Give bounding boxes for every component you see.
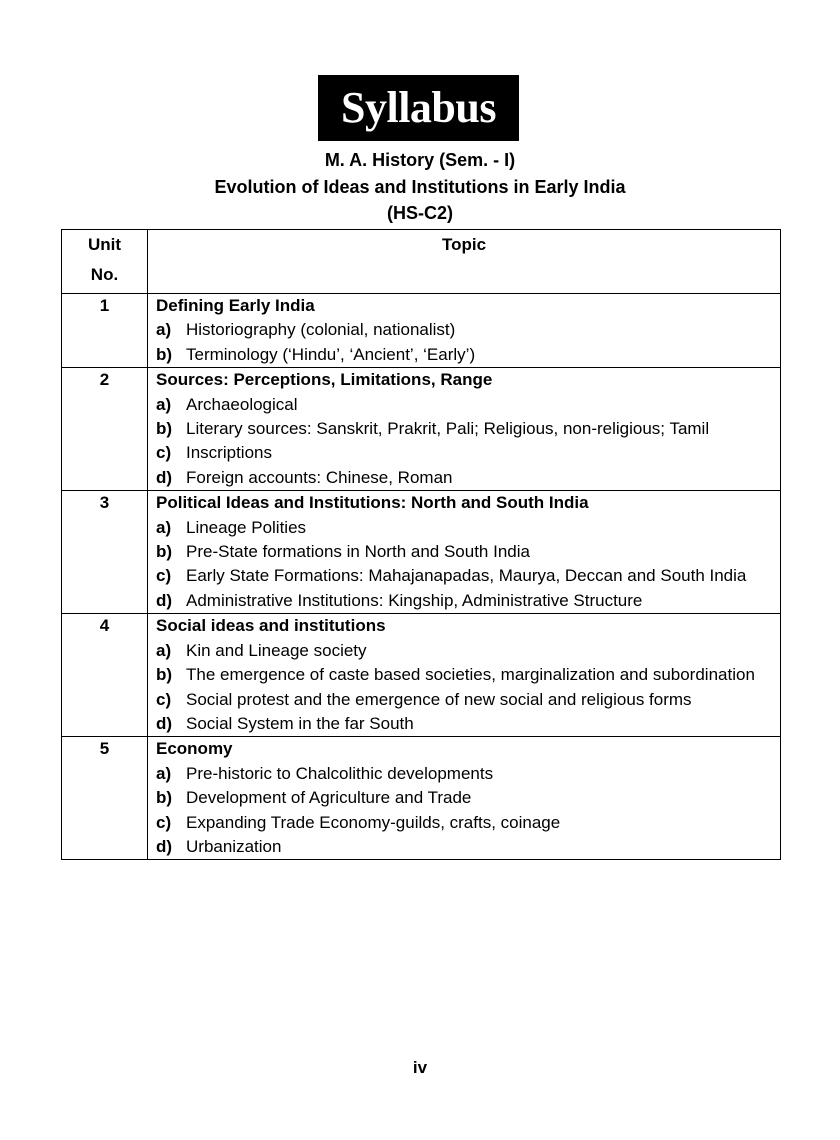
item-text: Pre-State formations in North and South India [186, 542, 530, 562]
topic-item [156, 639, 772, 663]
paper-code: (HS-C2) [387, 203, 453, 223]
item-label: d) [156, 467, 173, 487]
item-label: c) [156, 566, 172, 586]
item-label: d) [156, 836, 173, 856]
topic-header: Topic [148, 230, 781, 294]
table-row [62, 294, 781, 368]
table-header-row [62, 230, 781, 294]
unit-heading: Political Ideas and Institutions: North and South India [156, 493, 589, 513]
item-label: c) [156, 443, 172, 463]
course-title: M. A. History (Sem. - I) [324, 150, 516, 170]
item-text: Inscriptions [186, 443, 272, 463]
topic-item [156, 441, 772, 465]
item-text: Archaeological [186, 394, 298, 414]
topic-item [156, 786, 772, 810]
table-row [62, 368, 781, 491]
item-label: b) [156, 419, 173, 439]
item-text: Literary sources: Sanskrit, Prakrit, Pali; Religious, non-religious; Tamil [186, 419, 710, 439]
item-text: Historiography (colonial, nationalist) [186, 320, 456, 340]
unit-header-line2: No. [90, 265, 119, 284]
item-text: Expanding Trade Economy-guilds, crafts, coinage [186, 812, 561, 832]
topic-item [156, 318, 772, 342]
topic-item [156, 417, 772, 441]
table-row [62, 737, 781, 860]
item-label: b) [156, 788, 173, 808]
item-label: a) [156, 640, 172, 660]
item-label: a) [156, 320, 172, 340]
unit-number: 3 [62, 491, 148, 614]
item-text: Social System in the far South [186, 713, 414, 733]
item-text: Early State Formations: Mahajanapadas, Maurya, Deccan and South India [186, 566, 747, 586]
unit-topic [148, 294, 781, 368]
unit-heading: Sources: Perceptions, Limitations, Range [156, 370, 493, 390]
item-text: Social protest and the emergence of new social and religious forms [186, 689, 692, 709]
unit-heading: Defining Early India [156, 296, 315, 315]
item-text: Terminology (‘Hindu’, ‘Ancient’, ‘Early’) [186, 344, 476, 364]
topic-item [156, 466, 772, 490]
unit-number: 4 [62, 614, 148, 737]
topic-item [156, 343, 772, 367]
page-number: iv [412, 1058, 428, 1077]
topic-item [156, 564, 772, 588]
unit-heading: Economy [156, 739, 233, 759]
table-row [62, 614, 781, 737]
unit-number: 5 [62, 737, 148, 860]
unit-topic [148, 737, 781, 860]
topic-item [156, 540, 772, 564]
unit-number: 2 [62, 368, 148, 491]
item-label: c) [156, 812, 172, 832]
syllabus-table [61, 229, 781, 860]
item-label: b) [156, 542, 173, 562]
topic-item [156, 589, 772, 613]
item-text: Development of Agriculture and Trade [186, 788, 472, 808]
item-text: Kin and Lineage society [186, 640, 367, 660]
paper-title: Evolution of Ideas and Institutions in Early India [214, 177, 626, 197]
item-label: d) [156, 713, 173, 733]
item-text: Lineage Polities [186, 517, 307, 537]
unit-topic [148, 368, 781, 491]
topic-item [156, 712, 772, 736]
item-text: Foreign accounts: Chinese, Roman [186, 467, 453, 487]
topic-item [156, 663, 772, 687]
item-label: a) [156, 394, 172, 414]
item-text: The emergence of caste based societies, marginalization and subordination [186, 665, 755, 685]
item-label: d) [156, 590, 173, 610]
item-text: Administrative Institutions: Kingship, Administrative Structure [186, 590, 643, 610]
unit-heading: Social ideas and institutions [156, 616, 386, 636]
syllabus-badge: Syllabus [318, 75, 519, 141]
topic-item [156, 762, 772, 786]
item-label: b) [156, 344, 173, 364]
item-label: c) [156, 689, 172, 709]
item-label: a) [156, 517, 172, 537]
topic-item [156, 811, 772, 835]
unit-no-header [62, 230, 148, 294]
item-text: Pre-historic to Chalcolithic developments [186, 763, 494, 783]
topic-item [156, 393, 772, 417]
unit-number: 1 [62, 294, 148, 368]
unit-topic [148, 614, 781, 737]
item-label: a) [156, 763, 172, 783]
unit-topic [148, 491, 781, 614]
topic-item [156, 516, 772, 540]
unit-header-line1: Unit [87, 235, 122, 254]
item-text: Urbanization [186, 836, 282, 856]
topic-item [156, 688, 772, 712]
table-row [62, 491, 781, 614]
item-label: b) [156, 665, 173, 685]
topic-item [156, 835, 772, 859]
